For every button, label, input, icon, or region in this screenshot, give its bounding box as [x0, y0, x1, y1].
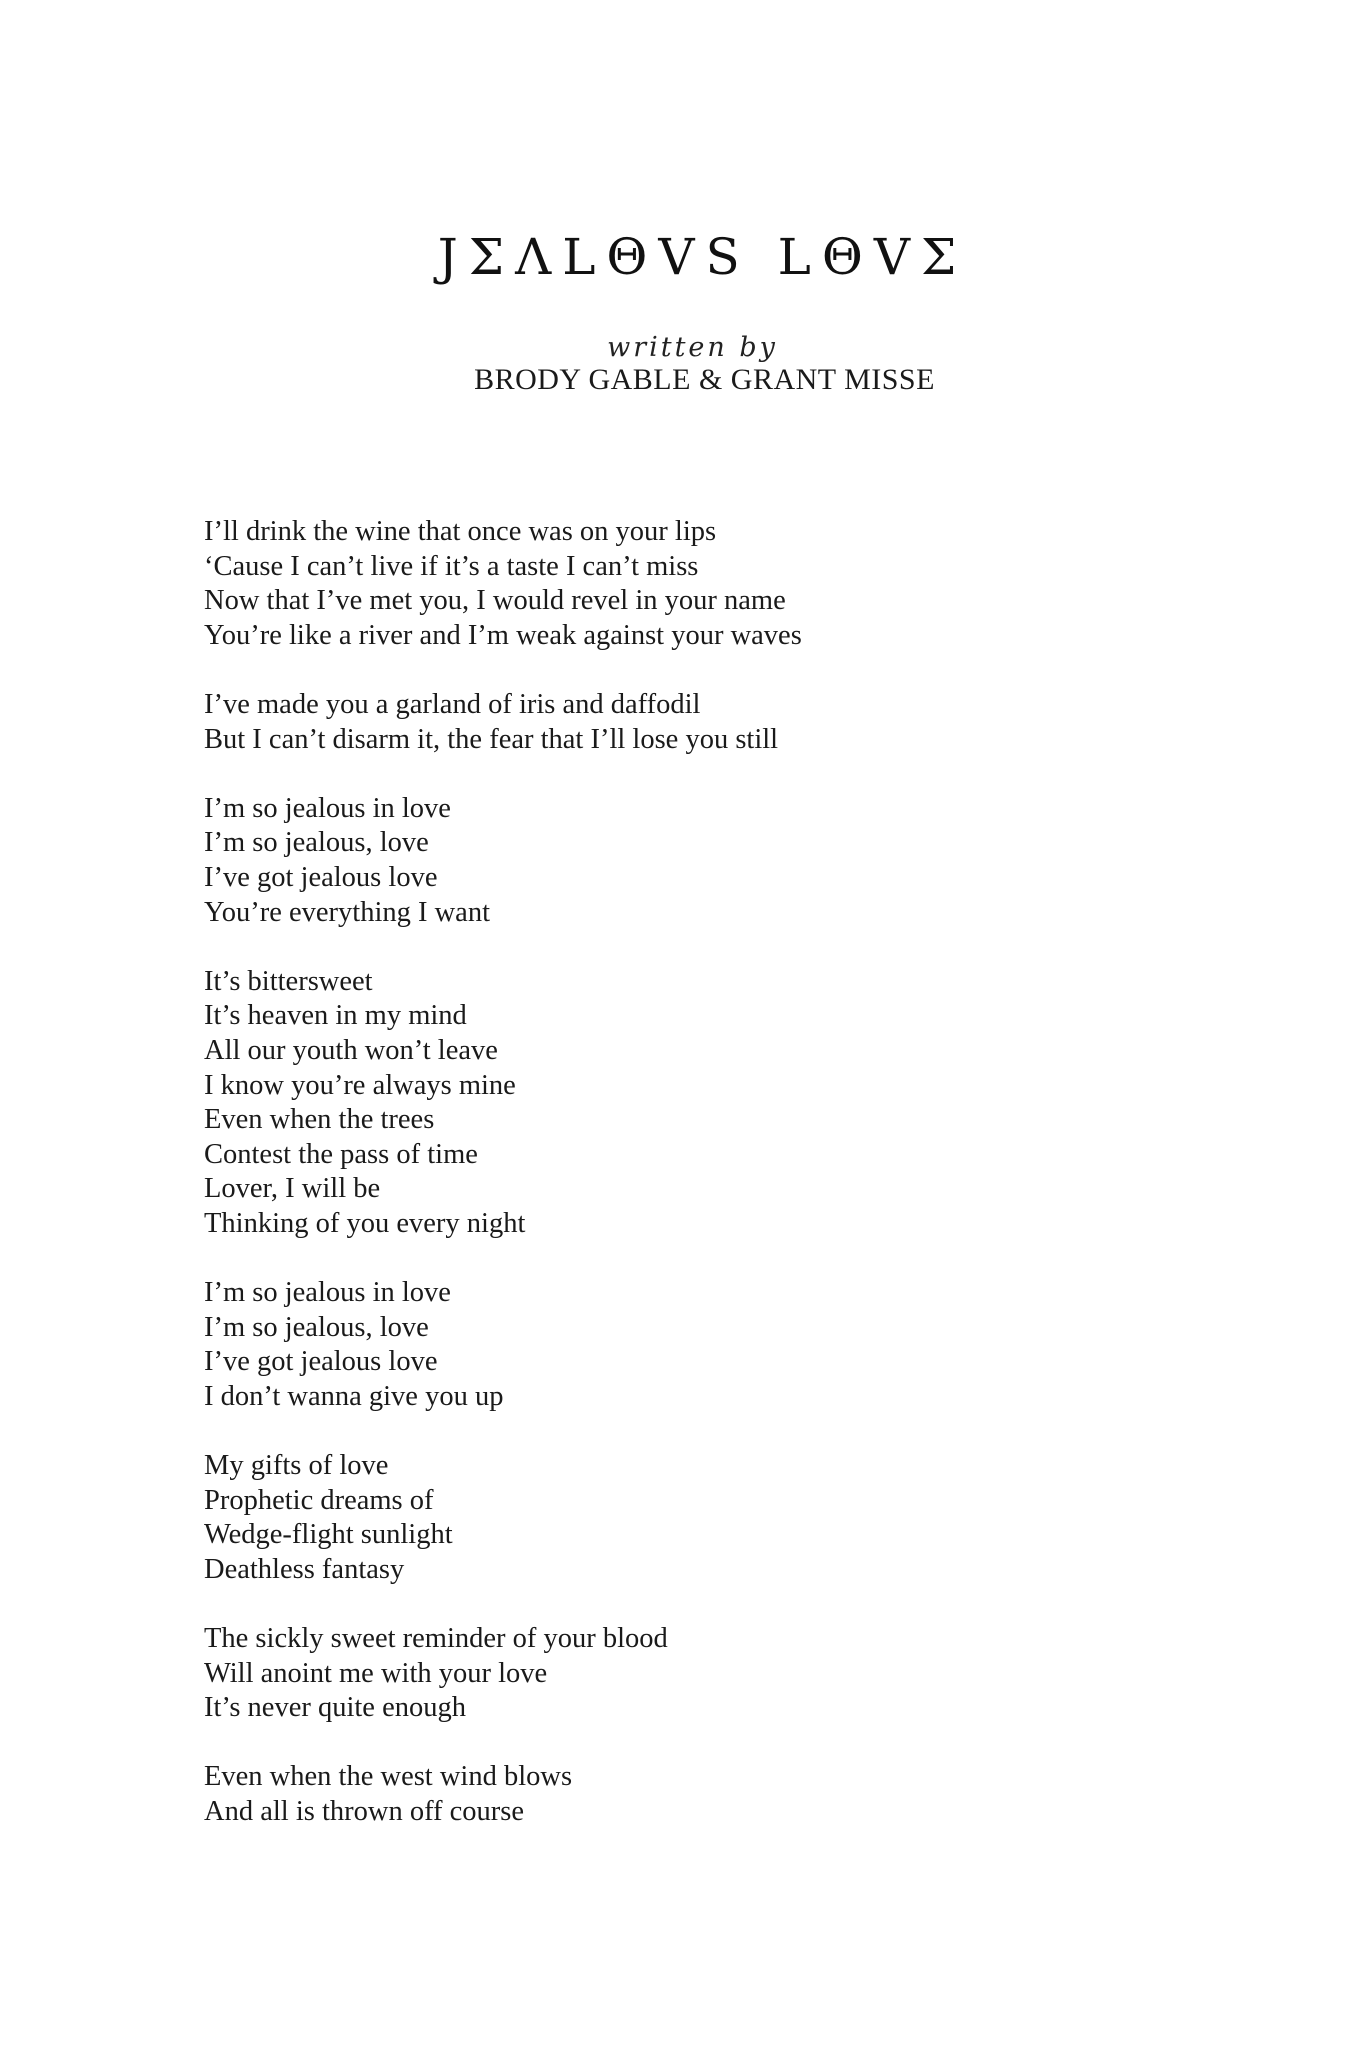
lyric-line: I’ve made you a garland of iris and daffodil [204, 688, 701, 720]
stanza [204, 1449, 1204, 1587]
lyric-line: Even when the west wind blows [204, 1761, 573, 1793]
lyric-line: Prophetic dreams of [204, 1484, 434, 1516]
lyric-line: You’re everything I want [204, 896, 491, 928]
lyric-line: Now that I’ve met you, I would revel in your name [204, 585, 786, 617]
lyric-line: Thinking of you every night [204, 1207, 526, 1239]
lyric-line: My gifts of love [204, 1450, 389, 1482]
lyric-line: I’ve got jealous love [204, 1346, 438, 1378]
lyric-line: You’re like a river and I’m weak against your waves [204, 619, 802, 651]
lyric-line: It’s heaven in my mind [204, 1000, 467, 1032]
lyric-line: And all is thrown off course [204, 1795, 525, 1827]
stanza [204, 792, 1204, 930]
stanza [204, 1276, 1204, 1414]
stanza [204, 688, 1204, 757]
song-title: JΣΛLΘVS LΘVΣ [437, 228, 968, 286]
written-by-label: written by [607, 332, 778, 363]
stanza [204, 965, 1204, 1242]
lyrics-body [204, 515, 1204, 1830]
lyric-line: I’ll drink the wine that once was on your lips [204, 516, 717, 547]
lyric-line: I’m so jealous in love [204, 792, 451, 824]
lyric-line: It’s bittersweet [204, 965, 373, 997]
lyric-line: The sickly sweet reminder of your blood [204, 1623, 668, 1654]
lyric-line: All our youth won’t leave [204, 1034, 498, 1066]
song-authors: BRODY GABLE & GRANT MISSE [474, 363, 935, 396]
lyric-line: Lover, I will be [204, 1173, 381, 1205]
lyric-line: Even when the trees [204, 1104, 435, 1136]
lyric-line: ‘Cause I can’t live if it’s a taste I can’t miss [204, 550, 699, 582]
lyric-line: I’m so jealous in love [204, 1277, 451, 1309]
stanza [204, 515, 1204, 653]
lyric-line: Wedge-flight sunlight [204, 1519, 453, 1551]
lyric-line: I know you’re always mine [204, 1069, 516, 1101]
lyric-line: Deathless fantasy [204, 1553, 405, 1585]
lyric-line: I’m so jealous, love [204, 827, 429, 859]
lyric-line: It’s never quite enough [204, 1692, 466, 1724]
stanza [204, 1622, 1204, 1726]
lyric-line: Will anoint me with your love [204, 1657, 548, 1689]
stanza [204, 1760, 1204, 1829]
lyric-line: But I can’t disarm it, the fear that I’ll lose you still [204, 723, 779, 755]
lyric-line: Contest the pass of time [204, 1138, 478, 1170]
lyric-line: I’m so jealous, love [204, 1311, 429, 1343]
lyric-line: I’ve got jealous love [204, 861, 438, 893]
lyric-line: I don’t wanna give you up [204, 1380, 504, 1412]
